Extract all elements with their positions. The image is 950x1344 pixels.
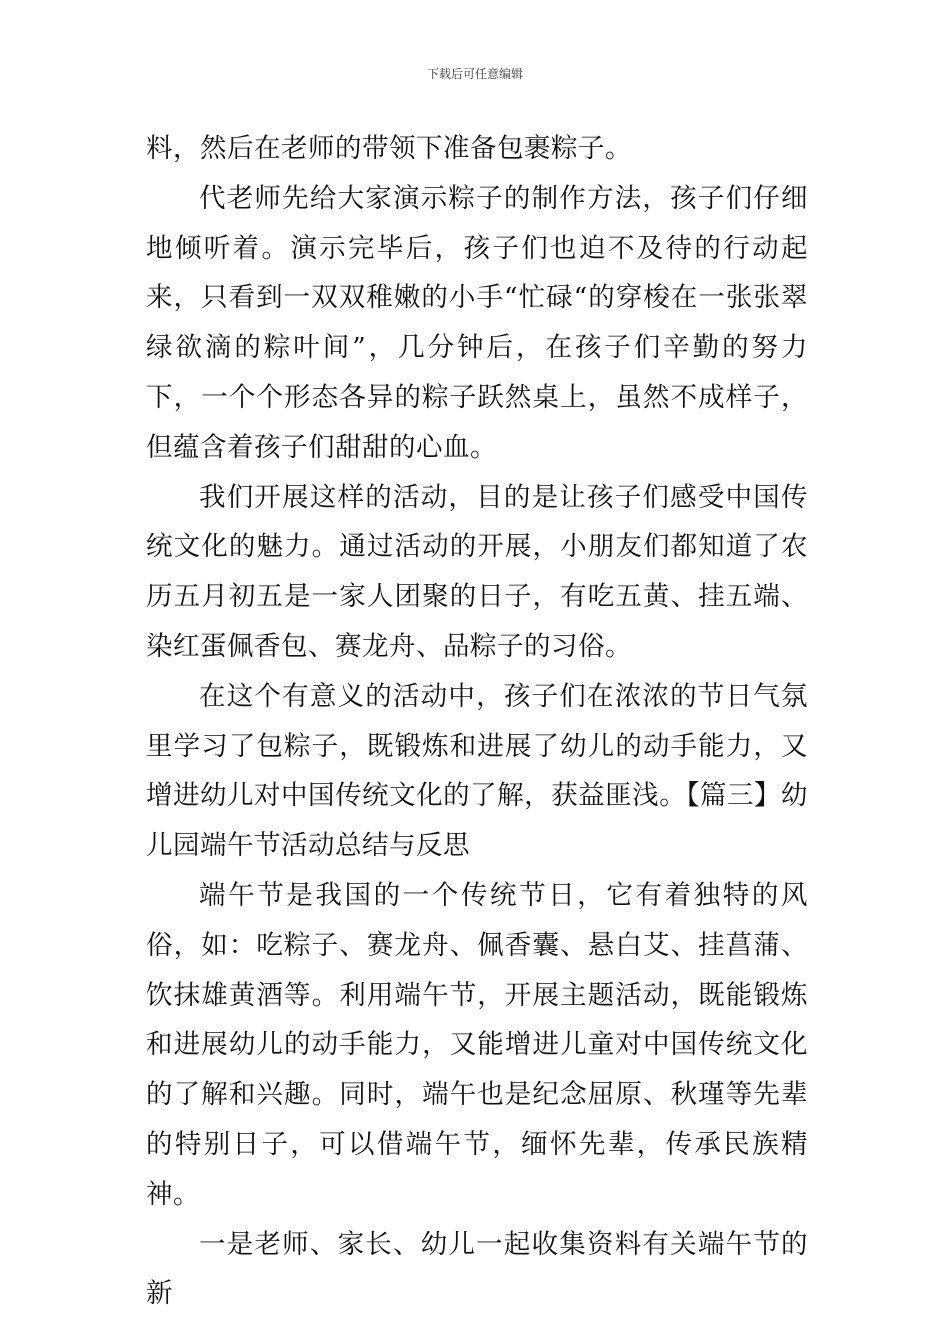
paragraph-3: 我们开展这样的活动，目的是让孩子们感受中国传统文化的魅力。通过活动的开展，小朋友们都知道了农历五月初五是一家人团聚的日子，有吃五黄、挂五端、染红蛋佩香包、赛龙舟、品粽子的习俗。 bbox=[146, 481, 808, 662]
page-header: 下载后可任意编辑 bbox=[426, 67, 523, 81]
paragraph-1: 料，然后在老师的带领下准备包裹粽子。 bbox=[146, 133, 632, 164]
paragraph-2: 代老师先给大家演示粽子的制作方法，孩子们仔细地倾听着。演示完毕后，孩子们也迫不及待的行动起来，只看到一双双稚嫩的小手“忙碌“的穿梭在一张张翠绿欲滴的粽叶间”，几分钟后，在孩子们辛勤的努力下，一个个形态各异的粽子跃然桌上，虽然不成样子，但蕴含着孩子们甜甜的心血。 bbox=[146, 182, 808, 463]
paragraph-4: 在这个有意义的活动中，孩子们在浓浓的节日气氛里学习了包粽子，既锻炼和进展了幼儿的动手能力，又增进幼儿对中国传统文化的了解，获益匪浅。【篇三】幼儿园端午节活动总结与反思 bbox=[146, 680, 808, 862]
paragraph-6: 一是老师、家长、幼儿一起收集资料有关端午节的新 bbox=[146, 1228, 808, 1310]
paragraph-5: 端午节是我国的一个传统节日，它有着独特的风俗，如：吃粽子、赛龙舟、佩香囊、悬白艾、挂菖蒲、饮抹雄黄酒等。利用端午节，开展主题活动，既能锻炼和进展幼儿的动手能力，又能增进儿童对中国传统文化的了解和兴趣。同时，端午也是纪念屈原、秋瑾等先辈的特别日子，可以借端午节，缅怀先辈，传承民族精神。 bbox=[146, 879, 808, 1210]
document-body bbox=[146, 124, 808, 1319]
